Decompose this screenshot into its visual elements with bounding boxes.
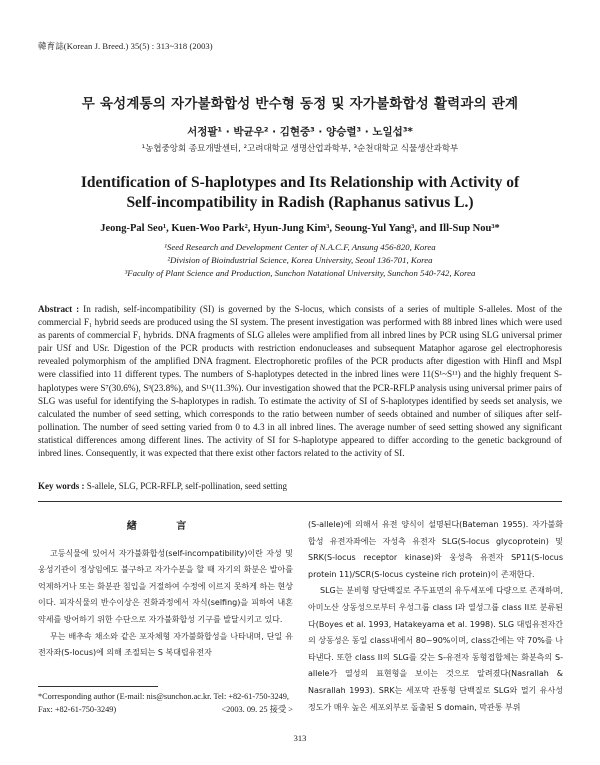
keywords-label: Key words : — [38, 481, 85, 491]
intro-paragraph-1: 고등식물에 있어서 자가불화합성(self-incompatibility)이란 자성 및 웅성기관이 정상임에도 불구하고 자가수분을 할 때 자기의 화분은 발아를 억제하거나 또는 화분관 침입을 거절하여 수정에 이르지 못하게 하는 현상이다. 피자식물의 반수이상은 진화과정에서 자식(selfing)을 피하여 내혼약세를 방어하기 위한 수단으로 자가불화합성 기구를 발달시키고 있다. — [38, 548, 293, 624]
affiliation-1: ¹Seed Research and Development Center of N.A.C.F, Ansung 456-820, Korea — [164, 242, 436, 252]
intro-paragraph-3: (S-allele)에 의해서 유전 양식이 설명된다(Bateman 1955). 자가불화합성 유전자좌에는 자성측 유전자 SLG(S-locus glycoprotein) 및 SRK(S-locus receptor kinase)와 웅성측 유전자 SP11(S-locus protein 11)/SCR(S-locus cysteine rich protein)이 존재한다. — [308, 520, 563, 579]
english-title-line-2: Self-incompatibility in Radish (Raphanus sativus L.) — [126, 194, 474, 211]
korean-authors: 서정팔¹ · 박균우² · 김현중³ · 양승렬³ · 노일섭³* — [187, 126, 413, 138]
received-date: <2003. 09. 25 接受 > — [221, 705, 293, 714]
abstract-label: Abstract : — [38, 304, 80, 314]
intro-paragraph-2: 무는 배추속 채소와 같은 포자체형 자가불화합성을 나타내며, 단일 유전자좌(S-locus)에 의해 조절되는 S 복대립유전자 — [38, 631, 293, 658]
running-head: 韓育誌(Korean J. Breed.) 35(5) : 313~318 (2003) — [38, 41, 213, 51]
english-authors: Jeong-Pal Seo¹, Kuen-Woo Park², Hyun-Jung Kim³, Seoung-Yul Yang³, and Ill-Sup Nou³* — [100, 223, 500, 234]
affiliation-3: ³Faculty of Plant Science and Production, Sunchon Natational University, Sunchon 540-742, Korea — [124, 268, 476, 278]
english-title-line-1: Identification of S-haplotypes and Its Relationship with Activity of — [80, 174, 520, 191]
right-column — [308, 517, 563, 716]
english-affiliations — [0, 241, 600, 280]
abstract-body: In radish, self-incompatibility (SI) is governed by the S-locus, which consists of a series of multiple S-alleles. Most of the commercial F₁ hybrid seeds are produced using the SI system. The present investigation was performed with 88 inbred lines which were used as parents of commercial F₁ hybrids. DNA fragments of SLG alleles were amplified from all inbred lines by PCR using SLG universal primer pair USf and USr. Digestion of the PCR products with restriction endonucleases and subsequent Mataphor agarose gel electrophoresis revealed polymorphism of the amplified DNA fragment. Electrophoretic profiles of the PCR products after digestion with HinfI and MspI were classified into 11 different types. The numbers of S-haplotypes detected in the inbred lines were 11(S¹~S¹¹) and the highly frequent S-haplotypes were S⁷(30.6%), S³(23.8%), and S¹¹(11.3%). Our investigation showed that the PCR-RFLP analysis using universal primer pairs of SLG was useful for identifying the S-haplotypes in radish. To estimate the activity of SI of S-haplotypes identified by seeds set analysis, we calculated the number of seed setting, which corresponds to the ratio between number of seeds obtained and number of siliques after self-pollination. The number of seed setting varied from 0 to 4.3 in all inbred lines. The average number of seed setting showed any significant statistical differences among different lines. The activity of SI for S-haplotype appeared to differ according to the genetic background of inbred lines. Consequently, it was expected that there exist other factors related to the activity of SI. — [38, 304, 563, 459]
section-divider — [38, 501, 562, 502]
footnote-divider — [38, 686, 158, 687]
intro-paragraph-4: SLG는 분비형 당단백질로 주두표면의 유두세포에 다량으로 존재하며, 아미노산 상동성으로부터 우성그룹 class I과 열성그룹 class II로 분류된다(Boyes et al. 1993, Hatakeyama et al. 1998). SLG 대립유전자간의 상동성은 동일 class내에서 80~90%이며, class간에는 약 70%를 나타낸다. 또한 class II의 SLG를 갖는 S-유전자 동형접합체는 화분측의 S-allele가 열성의 표현형을 보이는 것으로 알려졌다(Nasrallah & Nasrallah 1993). SRK는 세포막 관통형 단백질로 SLG와 멀기 유사성 정도가 매우 높은 세포외부로 돌출된 S domain, 막관통 부위 — [308, 586, 563, 712]
english-title — [0, 173, 600, 213]
left-column — [38, 519, 293, 662]
keywords — [38, 481, 287, 491]
abstract — [38, 303, 562, 460]
korean-title: 무 육성계통의 자가불화합성 반수형 동정 및 자가불화합성 활력과의 관계 — [81, 96, 519, 112]
corresponding-author: *Corresponding author (E-mail: nis@sunchon.ac.kr. Tel: +82-61-750-3249, Fax: +82-61-750-3249) — [38, 692, 290, 714]
page-number: 313 — [293, 733, 307, 743]
footnote — [38, 690, 293, 716]
intro-heading: 緖 言 — [126, 521, 205, 532]
affiliation-2: ²Division of Bioindustrial Science, Korea University, Seoul 136-701, Korea — [167, 255, 433, 265]
keywords-text: S-allele, SLG, PCR-RFLP, self-pollination, seed setting — [86, 481, 287, 491]
korean-affiliations: ¹농협중앙회 종묘개발센터, ²고려대학교 생명산업과학부, ³순천대학교 식물생산과학부 — [141, 144, 459, 154]
